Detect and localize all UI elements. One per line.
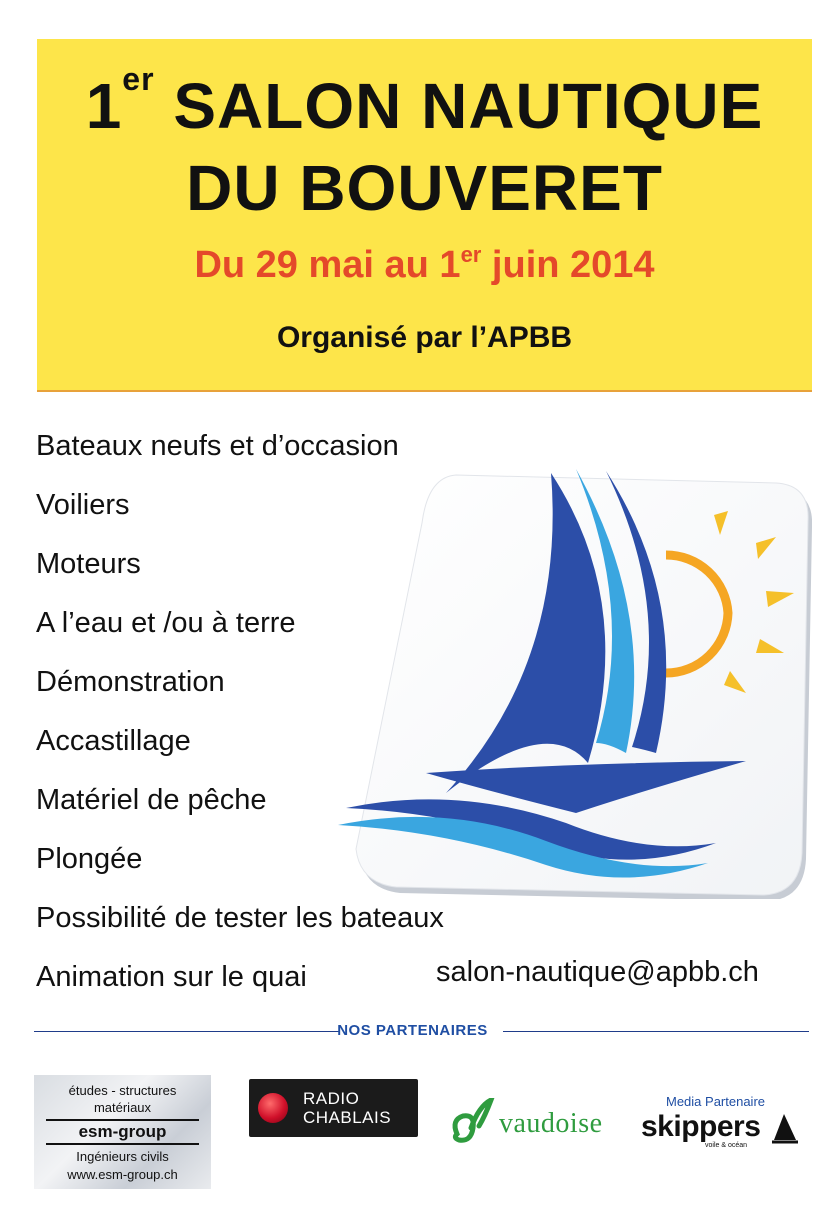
feature-item: Matériel de pêche <box>36 784 267 816</box>
dates-suffix: juin 2014 <box>491 244 655 286</box>
esm-line-1: études - structures <box>68 1083 177 1098</box>
skippers-media-label: Media Partenaire <box>666 1094 765 1109</box>
feature-item: Accastillage <box>36 725 191 757</box>
radio-line-1: RADIO <box>303 1089 360 1108</box>
skippers-tagline: voile & océan <box>705 1142 748 1149</box>
title-line-1 <box>37 61 812 143</box>
feature-item: Bateaux neufs et d’occasion <box>36 430 399 462</box>
feature-item: Démonstration <box>36 666 225 698</box>
vaudoise-leaf-icon <box>449 1098 495 1148</box>
feature-item: Moteurs <box>36 548 141 580</box>
organizer-line: Organisé par l’APBB <box>276 321 573 354</box>
skippers-name: skippers <box>641 1110 761 1143</box>
radio-chablais-dot-icon <box>258 1093 288 1123</box>
vaudoise-name: vaudoise <box>499 1108 603 1139</box>
title-line-2: DU BOUVERET <box>186 152 663 224</box>
esm-line-2: matériaux <box>93 1100 152 1115</box>
feature-item: Voiliers <box>36 489 130 521</box>
dates-prefix: Du 29 mai au 1 <box>194 244 461 286</box>
feature-item: A l’eau et /ou à terre <box>36 607 296 639</box>
feature-item: Plongée <box>36 843 143 875</box>
partner-vaudoise <box>449 1098 619 1148</box>
title-sup: er <box>122 61 155 97</box>
esm-website: www.esm-group.ch <box>67 1167 178 1182</box>
partners-heading: NOS PARTENAIRES <box>337 1022 488 1039</box>
radio-line-2: CHABLAIS <box>303 1108 392 1127</box>
esm-brand: esm-group <box>46 1119 199 1145</box>
title-banner <box>37 39 812 390</box>
skippers-sail-icon <box>770 1112 800 1144</box>
sailboat-sun-logo <box>336 463 812 899</box>
dates-sup: er <box>460 242 482 267</box>
feature-item: Animation sur le quai <box>36 961 307 993</box>
partner-radio-chablais <box>249 1079 418 1137</box>
contact-email[interactable]: salon-nautique@apbb.ch <box>436 956 759 988</box>
title-number: 1 <box>85 70 123 142</box>
sailboat-sun-svg <box>336 463 812 899</box>
title-line-1-text: SALON NAUTIQUE <box>173 70 764 142</box>
event-dates <box>37 244 812 287</box>
partner-esm-group <box>34 1075 211 1189</box>
esm-line-3: Ingénieurs civils <box>76 1149 169 1164</box>
feature-item: Possibilité de tester les bateaux <box>36 902 444 934</box>
